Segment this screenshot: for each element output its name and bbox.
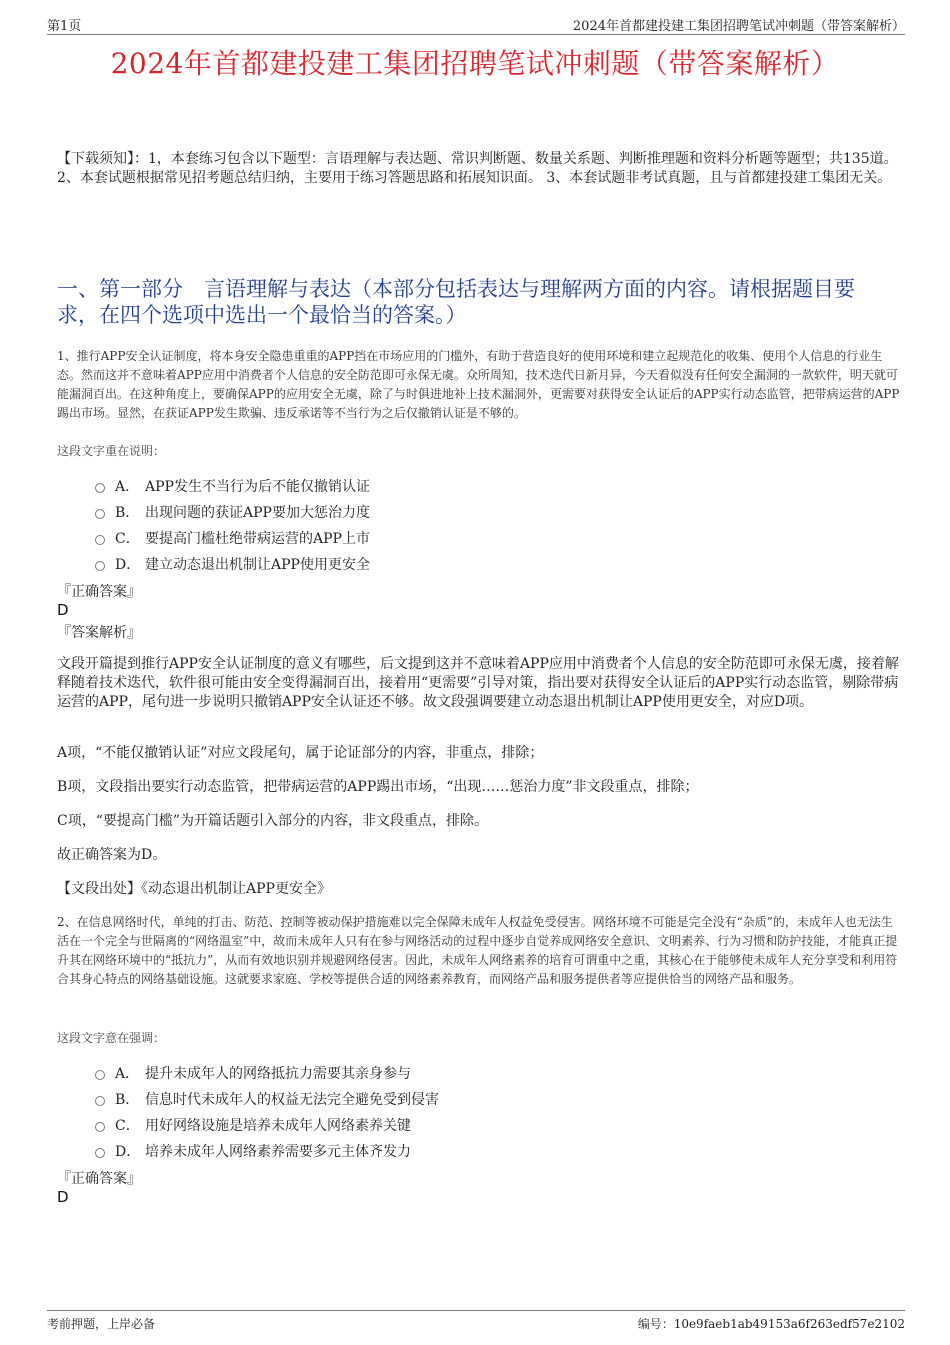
option-text: 培养未成年人网络素养需要多元主体齐发力: [145, 1144, 411, 1160]
source-citation: 【文段出处】《动态退出机制让APP更安全》: [57, 881, 331, 897]
analysis-note-a: A项，“不能仅撤销认证”对应文段尾句，属于论证部分的内容，非重点，排除；: [57, 745, 544, 761]
radio-icon[interactable]: [95, 483, 105, 493]
header-doc-title: 2024年首都建投建工集团招聘笔试冲刺题（带答案解析）: [572, 19, 905, 34]
analysis-note-c: C项，“要提高门槛”为开篇话题引入部分的内容，非文段重点，排除。: [57, 813, 489, 829]
footer-slogan: 考前押题，上岸必备: [47, 1317, 156, 1331]
radio-icon[interactable]: [95, 1070, 105, 1080]
option-text: 出现问题的获证APP要加大惩治力度: [145, 505, 370, 521]
analysis-label: 『答案解析』: [57, 625, 141, 641]
radio-icon[interactable]: [95, 1122, 105, 1132]
page-number: 第1页: [47, 19, 82, 34]
question-2-options: [95, 1060, 439, 1164]
page-header: [47, 14, 905, 35]
correct-answer-label: 『正确答案』: [57, 1171, 141, 1187]
radio-icon[interactable]: [95, 1148, 105, 1158]
radio-icon[interactable]: [95, 535, 105, 545]
analysis-note-b: B项，文段指出要实行动态监管，把带病运营的APP踢出市场，“出现……惩治力度”非文段重点，排除；: [57, 779, 699, 795]
analysis-text: 文段开篇提到推行APP安全认证制度的意义有哪些，后文提到这并不意味着APP应用中消费者个人信息的安全防范即可永保无虞，接着解释随着技术迭代，软件很可能由安全变得漏洞百出，接着用“更需要”引导对策，指出要对获得安全认证后的APP实行动态监管，剔除带病运营的APP，尾句进一步说明只撤销APP安全认证还不够。故文段强调要建立动态退出机制让APP使用更安全，对应D项。: [57, 656, 899, 710]
page-footer: [47, 1310, 905, 1333]
question-2-prompt: 这段文字意在强调：: [57, 1031, 166, 1045]
option-text: 用好网络设施是培养未成年人网络素养关键: [145, 1118, 411, 1134]
option-text: 提升未成年人的网络抵抗力需要其亲身参与: [145, 1066, 411, 1082]
option-text: 信息时代未成年人的权益无法完全避免受到侵害: [145, 1092, 439, 1108]
question-1-text: 1、推行APP安全认证制度，将本身安全隐患重重的APP挡在市场应用的门槛外，有助于营造良好的使用环境和建立起规范化的收集、使用个人信息的行业生态。然而这并不意味着APP应用中消费者个人信息的安全防范即可永保无虞。众所周知，技术迭代日新月异，今天看似没有任何安全漏洞的一款软件，明天就可能漏洞百出。在这种角度上，要确保APP的应用安全无虞，除了与时俱进地补上技术漏洞外，更需要对获得安全认证后的APP实行动态监管，把带病运营的APP踢出市场。显然，在获证APP发生欺骗、违反承诺等不当行为之后仅撤销认证是不够的。: [57, 349, 900, 420]
option-d[interactable]: D． 培养未成年人网络素养需要多元主体齐发力: [95, 1138, 439, 1164]
radio-icon[interactable]: [95, 561, 105, 571]
document-code: 编号：10e9faeb1ab49153a6f263edf57e2102: [637, 1317, 905, 1331]
option-text: APP发生不当行为后不能仅撤销认证: [145, 479, 370, 495]
option-b[interactable]: B． 出现问题的获证APP要加大惩治力度: [95, 499, 370, 525]
option-d[interactable]: D． 建立动态退出机制让APP使用更安全: [95, 551, 370, 577]
question-2-text: 2、在信息网络时代，单纯的打击、防范、控制等被动保护措施难以完全保障未成年人权益免受侵害。网络环境不可能是完全没有“杂质”的，未成年人也无法生活在一个完全与世隔离的“网络温室”中，故而未成年人只有在参与网络活动的过程中逐步自觉养成网络安全意识、文明素养、行为习惯和防护技能，才能真正提升其在网络环境中的“抵抗力”，从而有效地识别并规避网络侵害。因此，未成年人网络素养的培育可谓重中之重，其核心在于能够使未成年人充分享受和利用符合其身心特点的网络基础设施。这就要求家庭、学校等提供合适的网络素养教育，而网络产品和服务提供者等应提供恰当的网络产品和服务。: [57, 915, 898, 986]
document-title: 2024年首都建投建工集团招聘笔试冲刺题（带答案解析）: [110, 47, 840, 80]
option-text: 建立动态退出机制让APP使用更安全: [145, 557, 370, 573]
option-a[interactable]: A． 提升未成年人的网络抵抗力需要其亲身参与: [95, 1060, 439, 1086]
radio-icon[interactable]: [95, 1096, 105, 1106]
section-heading: 一、第一部分 言语理解与表达（本部分包括表达与理解两方面的内容。请根据题目要求，在四个选项中选出一个最恰当的答案。）: [57, 277, 855, 327]
option-c[interactable]: C． 要提高门槛杜绝带病运营的APP上市: [95, 525, 370, 551]
question-1-options: [95, 473, 370, 577]
correct-answer: D: [57, 1188, 69, 1206]
radio-icon[interactable]: [95, 509, 105, 519]
question-1-prompt: 这段文字重在说明：: [57, 444, 166, 458]
option-text: 要提高门槛杜绝带病运营的APP上市: [145, 531, 370, 547]
option-c[interactable]: C． 用好网络设施是培养未成年人网络素养关键: [95, 1112, 439, 1138]
correct-answer-label: 『正确答案』: [57, 584, 141, 600]
analysis-conclusion: 故正确答案为D。: [57, 847, 167, 863]
download-notice: 【下载须知】：1，本套练习包含以下题型：言语理解与表达题、常识判断题、数量关系题、判断推理题和资料分析题等题型；共135道。 2、本套试题根据常见招考题总结归纳，主要用于练习答题思路和拓展知识面。 3、本套试题非考试真题，且与首都建投建工集团无关。: [57, 151, 898, 186]
correct-answer: D: [57, 601, 69, 619]
option-b[interactable]: B． 信息时代未成年人的权益无法完全避免受到侵害: [95, 1086, 439, 1112]
option-a[interactable]: A． APP发生不当行为后不能仅撤销认证: [95, 473, 370, 499]
